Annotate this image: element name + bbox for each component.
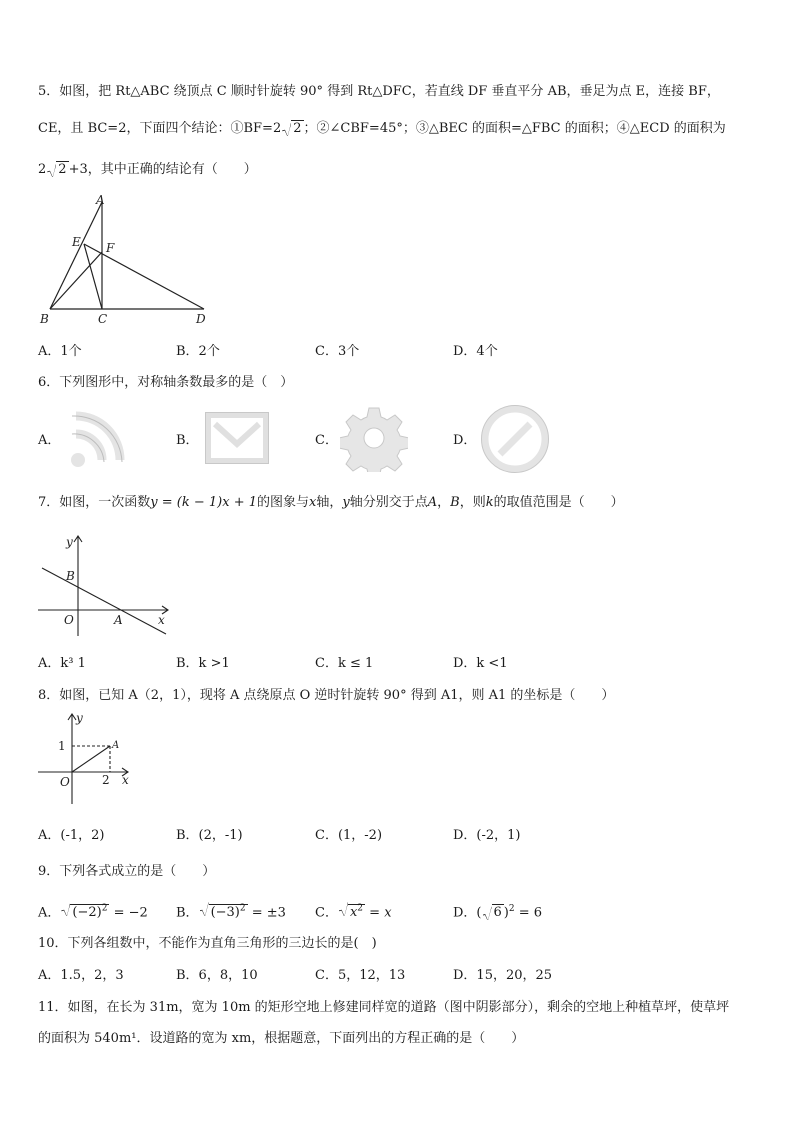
q8-figure bbox=[38, 712, 134, 808]
label-y: y bbox=[76, 712, 83, 725]
q8-option-c[interactable]: C．(1，-2) bbox=[315, 828, 383, 843]
q7-text-a: 7．如图，一次函数 bbox=[38, 495, 151, 510]
prohibited-icon bbox=[480, 404, 550, 474]
q7-var-x: x bbox=[309, 495, 317, 510]
q7-text-b: 的图象与 bbox=[257, 495, 310, 510]
label-B: B bbox=[40, 312, 49, 326]
q7-stem bbox=[38, 494, 624, 512]
q9-b-prefix: B． bbox=[176, 905, 199, 921]
q9-d-sqrt bbox=[483, 904, 504, 922]
q9-option-d[interactable] bbox=[453, 900, 542, 922]
q5-area-radicand: 2 bbox=[58, 162, 67, 177]
q5-option-c[interactable]: C．3个 bbox=[315, 344, 360, 359]
q5-stem-line2 bbox=[38, 120, 726, 138]
q10-option-c[interactable]: C．5，12，13 bbox=[315, 968, 406, 983]
q7-equation: y = (k − 1)x + 1 bbox=[150, 495, 257, 510]
q5-area-sqrt bbox=[47, 161, 68, 179]
q5-coef: 2 bbox=[272, 121, 282, 136]
q8-stem: 8．如图，已知 A（2，1），现将 A 点绕原点 O 逆时针旋转 90° 得到 A1，则 A1 的坐标是（ ） bbox=[38, 688, 615, 703]
function-line bbox=[42, 568, 166, 634]
q9-d-rhs: = 6 bbox=[514, 905, 543, 921]
q9-d-close: ) bbox=[503, 905, 509, 921]
q9-d-prefix: D．( bbox=[453, 905, 482, 921]
q9-stem: 9．下列各式成立的是（ ） bbox=[38, 864, 216, 879]
q9-a-exp: 2 bbox=[101, 904, 108, 914]
q5-sqrt bbox=[282, 120, 303, 138]
q10-option-d[interactable]: D．15，20，25 bbox=[453, 968, 553, 983]
q9-c-radicand bbox=[348, 904, 365, 920]
q6-option-a[interactable]: A． bbox=[38, 433, 61, 448]
label-two: 2 bbox=[102, 773, 110, 787]
label-x: x bbox=[158, 613, 165, 627]
q5-option-a[interactable]: A．1个 bbox=[38, 344, 82, 359]
q10-option-a[interactable]: A．1.5，2，3 bbox=[38, 968, 124, 983]
q6-option-c[interactable]: C． bbox=[315, 433, 338, 448]
wifi-icon bbox=[62, 404, 132, 470]
q7-point-b: B bbox=[450, 495, 460, 510]
q9-c-sqrt bbox=[339, 900, 365, 922]
q7-option-c[interactable]: C．k ≤ 1 bbox=[315, 656, 374, 671]
segment-OA bbox=[72, 746, 110, 772]
q9-a-sqrt bbox=[61, 900, 109, 922]
label-O: O bbox=[60, 775, 70, 789]
q8-option-d[interactable]: D．(-2，1) bbox=[453, 828, 521, 843]
label-A: A bbox=[114, 613, 123, 627]
label-D: D bbox=[196, 312, 206, 326]
label-F: F bbox=[106, 241, 115, 255]
q9-a-rhs: = −2 bbox=[109, 905, 148, 921]
q9-b-sqrt bbox=[200, 900, 248, 922]
q9-d-exp: 2 bbox=[508, 904, 515, 914]
q9-c-prefix: C． bbox=[315, 905, 338, 921]
label-B: B bbox=[66, 569, 75, 583]
label-A: A bbox=[112, 740, 120, 751]
q9-b-rhs: = ±3 bbox=[247, 905, 286, 921]
q7-option-d[interactable]: D．k <1 bbox=[453, 656, 508, 671]
q9-b-radicand bbox=[209, 904, 248, 920]
q9-b-base: (−3) bbox=[210, 905, 240, 921]
q7-figure bbox=[38, 532, 170, 638]
q7-var-y: y bbox=[342, 495, 350, 510]
label-A: A bbox=[96, 193, 105, 207]
q8-option-a[interactable]: A．(-1，2) bbox=[38, 828, 105, 843]
q7-text-c: 轴， bbox=[316, 495, 343, 510]
q9-c-exp: 2 bbox=[357, 904, 364, 914]
q7-text-e: ，则 bbox=[459, 495, 486, 510]
label-C: C bbox=[98, 312, 108, 326]
q9-option-b[interactable] bbox=[176, 900, 286, 922]
q5-text: CE，且 BC=2，下面四个结论：①BF= bbox=[38, 121, 273, 136]
q11-stem-line2: 的面积为 540m¹．设道路的宽为 xm，根据题意，下面列出的方程正确的是（ ） bbox=[38, 1031, 525, 1046]
q7-comma: ， bbox=[437, 495, 451, 510]
q7-text-d: 轴分别交于点 bbox=[349, 495, 428, 510]
q7-option-a[interactable]: A．k³ 1 bbox=[38, 656, 86, 671]
envelope-icon bbox=[205, 412, 269, 464]
q9-a-base: (−2) bbox=[72, 905, 102, 921]
gear-icon bbox=[340, 404, 408, 472]
q9-option-a[interactable] bbox=[38, 900, 148, 922]
label-O: O bbox=[64, 613, 74, 627]
q9-d-radicand: 6 bbox=[493, 905, 502, 921]
q7-var-k: k bbox=[485, 495, 494, 510]
q5-radicand: 2 bbox=[293, 121, 302, 136]
q9-a-prefix: A． bbox=[38, 905, 61, 921]
q9-a-radicand bbox=[70, 904, 109, 920]
q7-text-f: 的取值范围是（ ） bbox=[493, 495, 624, 510]
label-one: 1 bbox=[58, 739, 66, 753]
q5-stem-line3 bbox=[38, 161, 257, 179]
line-EC bbox=[84, 244, 102, 309]
q11-stem-line1: 11．如图，在长为 31m，宽为 10m 的矩形空地上修建同样宽的道路（图中阴影部分），剩余的空地上种植草坪，使草坪 bbox=[38, 1000, 730, 1015]
q7-option-b[interactable]: B．k >1 bbox=[176, 656, 230, 671]
q8-option-b[interactable]: B．(2，-1) bbox=[176, 828, 243, 843]
q6-option-b[interactable]: B． bbox=[176, 433, 199, 448]
q5-figure bbox=[38, 192, 218, 330]
q9-b-exp: 2 bbox=[239, 904, 246, 914]
q5-text-3: +3，其中正确的结论有（ ） bbox=[68, 162, 257, 177]
q5-area-coef: 2 bbox=[38, 162, 47, 177]
label-x: x bbox=[122, 773, 129, 787]
q10-option-b[interactable]: B．6，8，10 bbox=[176, 968, 258, 983]
q5-stem-line1: 5．如图，把 Rt△ABC 绕顶点 C 顺时针旋转 90° 得到 Rt△DFC，若直线 DF 垂直平分 AB，垂足为点 E，连接 BF， bbox=[38, 84, 720, 99]
q5-option-b[interactable]: B．2个 bbox=[176, 344, 220, 359]
q9-c-rhs: = x bbox=[365, 905, 392, 921]
q7-point-a: A bbox=[427, 495, 438, 510]
q6-option-d[interactable]: D． bbox=[453, 433, 477, 448]
q5-text-2: ；②∠CBF=45°；③△BEC 的面积=△FBC 的面积；④△ECD 的面积为 bbox=[303, 121, 726, 136]
q6-stem: 6．下列图形中，对称轴条数最多的是（ ） bbox=[38, 375, 294, 390]
label-y: y bbox=[66, 535, 73, 549]
label-E: E bbox=[72, 235, 81, 249]
q9-c-base: x bbox=[349, 905, 358, 921]
q5-option-d[interactable]: D．4个 bbox=[453, 344, 498, 359]
line-BA bbox=[50, 202, 102, 309]
q10-stem: 10．下列各组数中，不能作为直角三角形的三边长的是( ) bbox=[38, 936, 377, 951]
q9-option-c[interactable] bbox=[315, 900, 392, 922]
